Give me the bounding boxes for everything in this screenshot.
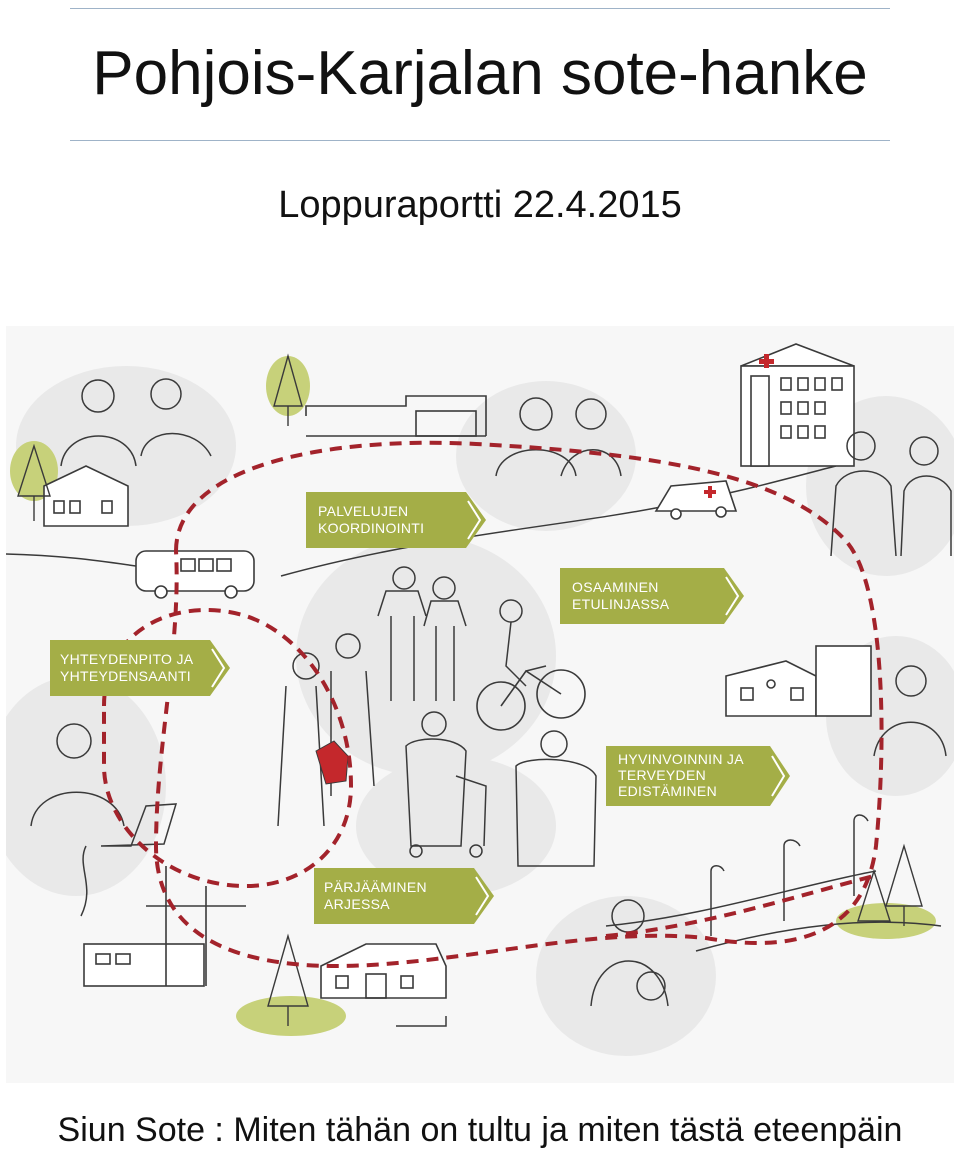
- sign-osaaminen-line-1: OSAAMINEN: [572, 579, 659, 595]
- sign-osaaminen-line-2: ETULINJASSA: [572, 596, 670, 612]
- sign-palvelujen-line-1: PALVELUJEN: [318, 503, 409, 519]
- sign-yhteydenpito-line-1: YHTEYDENPITO JA: [60, 651, 194, 667]
- sign-hyvinvoinnin-line-2: TERVEYDEN: [618, 767, 707, 783]
- sign-osaaminen-etulinjassa: [560, 568, 744, 624]
- sign-parjaaminen-line-1: PÄRJÄÄMINEN: [324, 879, 427, 895]
- sign-palvelujen-line-2: KOORDINOINTI: [318, 520, 425, 536]
- sign-hyvinvoinnin-line-1: HYVINVOINNIN JA: [618, 751, 744, 767]
- footer-caption: Siun Sote : Miten tähän on tultu ja miten tästä eteenpäin: [57, 1111, 903, 1149]
- sign-hyvinvoinnin: [606, 746, 790, 806]
- sign-yhteydenpito-line-2: YHTEYDENSAANTI: [60, 668, 191, 684]
- sign-parjaaminen-arjessa: [314, 868, 494, 924]
- top-rule: [70, 8, 890, 9]
- title-rule: [70, 140, 890, 141]
- cover-illustration: [6, 326, 954, 1083]
- page-subtitle: Loppuraportti 22.4.2015: [278, 184, 682, 226]
- sign-hyvinvoinnin-line-3: EDISTÄMINEN: [618, 783, 717, 799]
- sign-parjaaminen-line-2: ARJESSA: [324, 896, 390, 912]
- building-hospital: [741, 344, 854, 466]
- page-title: Pohjois-Karjalan sote-hanke: [92, 39, 868, 108]
- bus: [136, 551, 254, 598]
- sign-palvelujen-koordinointi: [306, 492, 486, 548]
- sign-yhteydenpito: [50, 640, 230, 696]
